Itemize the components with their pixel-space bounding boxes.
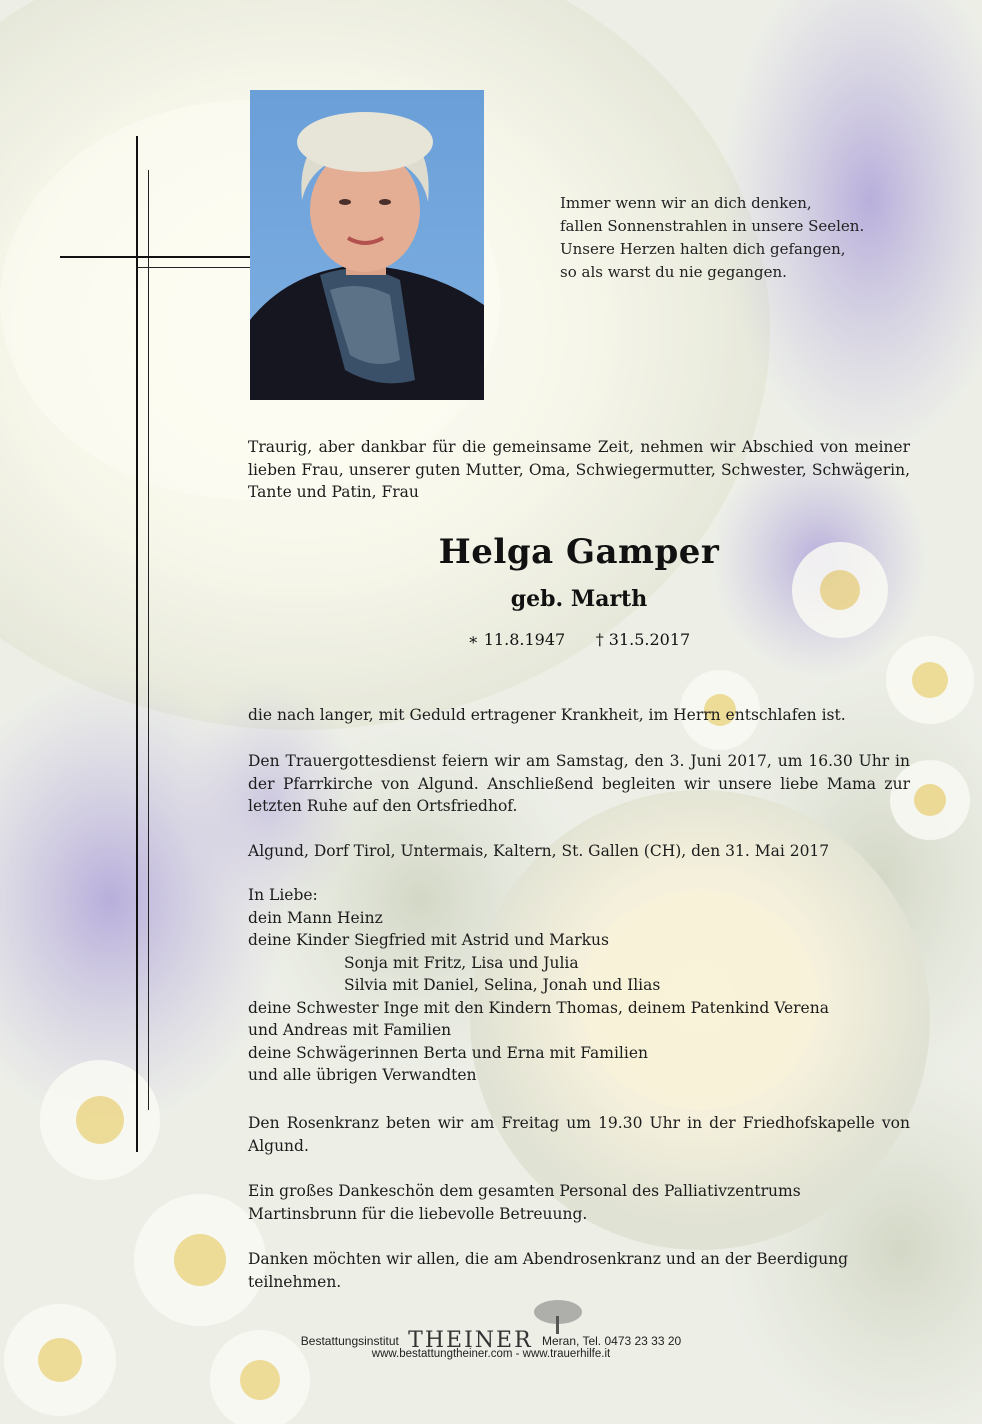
family-line: und alle übrigen Verwandten xyxy=(248,1066,477,1084)
maiden-name: geb. Marth xyxy=(510,586,648,612)
poem-line: Immer wenn wir an dich denken, xyxy=(560,194,812,212)
life-dates xyxy=(248,630,910,649)
family-line: deine Schwester Inge mit den Kindern Thomas, deinem Patenkind Verena xyxy=(248,998,829,1017)
family-line: Silvia mit Daniel, Selina, Jonah und Ilias xyxy=(344,976,661,994)
cross-vertical-line xyxy=(148,170,149,1110)
birth-date: ∗ 11.8.1947 xyxy=(467,630,566,649)
family-line: und Andreas mit Familien xyxy=(248,1021,452,1039)
footer-prefix: Bestattungsinstitut xyxy=(300,1334,399,1348)
family-line: deine Kinder Siegfried mit Astrid und Markus xyxy=(248,931,609,949)
passing-text: die nach langer, mit Geduld ertragener Krankheit, im Herrn entschlafen ist. xyxy=(248,706,846,724)
family-line: Sonja mit Fritz, Lisa und Julia xyxy=(344,953,579,972)
cross-horizontal-bar xyxy=(60,256,250,258)
poem-line: Unsere Herzen halten dich gefangen, xyxy=(560,240,846,258)
place-date: Algund, Dorf Tirol, Untermais, Kaltern, St. Gallen (CH), den 31. Mai 2017 xyxy=(248,842,830,860)
family-line: dein Mann Heinz xyxy=(248,908,383,927)
footer-contact: Meran, Tel. 0473 23 33 20 xyxy=(542,1334,682,1348)
intro-paragraph: Traurig, aber dankbar für die gemeinsame Zeit, nehmen wir Abschied von meiner lieben Frau, unserer guten Mutter, Oma, Schwiegermutter, Schwester, Schwägerin, Tante und Patin, Frau xyxy=(248,438,910,501)
footer-websites: www.bestattungtheiner.com - www.trauerhilfe.it xyxy=(371,1348,611,1360)
thanks-all-paragraph: Danken möchten wir allen, die am Abendrosenkranz und an der Beerdigung teilnehmen. xyxy=(248,1250,849,1291)
family-line: deine Schwägerinnen Berta und Erna mit Familien xyxy=(248,1043,648,1062)
death-date: † 31.5.2017 xyxy=(595,630,691,649)
footer-brand: THEINER xyxy=(408,1328,533,1353)
poem-line: fallen Sonnenstrahlen in unsere Seelen. xyxy=(560,217,865,235)
family-heading: In Liebe: xyxy=(248,886,318,904)
portrait-photo xyxy=(250,90,484,400)
rosary-paragraph: Den Rosenkranz beten wir am Freitag um 19.30 Uhr in der Friedhofskapelle von Algund. xyxy=(248,1114,910,1155)
service-paragraph: Den Trauergottesdienst feiern wir am Samstag, den 3. Juni 2017, um 16.30 Uhr in der Pfarrkirche von Algund. Anschließend begleiten wir unsere liebe Mama zur letzten Ruhe auf den Ortsfriedhof. xyxy=(248,752,910,815)
cross-horizontal-line xyxy=(136,267,250,268)
deceased-name: Helga Gamper xyxy=(438,532,720,572)
cross-vertical-bar xyxy=(136,136,138,1152)
poem-line: so als warst du nie gegangen. xyxy=(560,263,787,281)
thanks-staff-paragraph: Ein großes Dankeschön dem gesamten Personal des Palliativzentrums Martinsbrunn für die liebevolle Betreuung. xyxy=(248,1182,801,1223)
poem xyxy=(560,192,880,284)
family-list xyxy=(248,884,910,1087)
